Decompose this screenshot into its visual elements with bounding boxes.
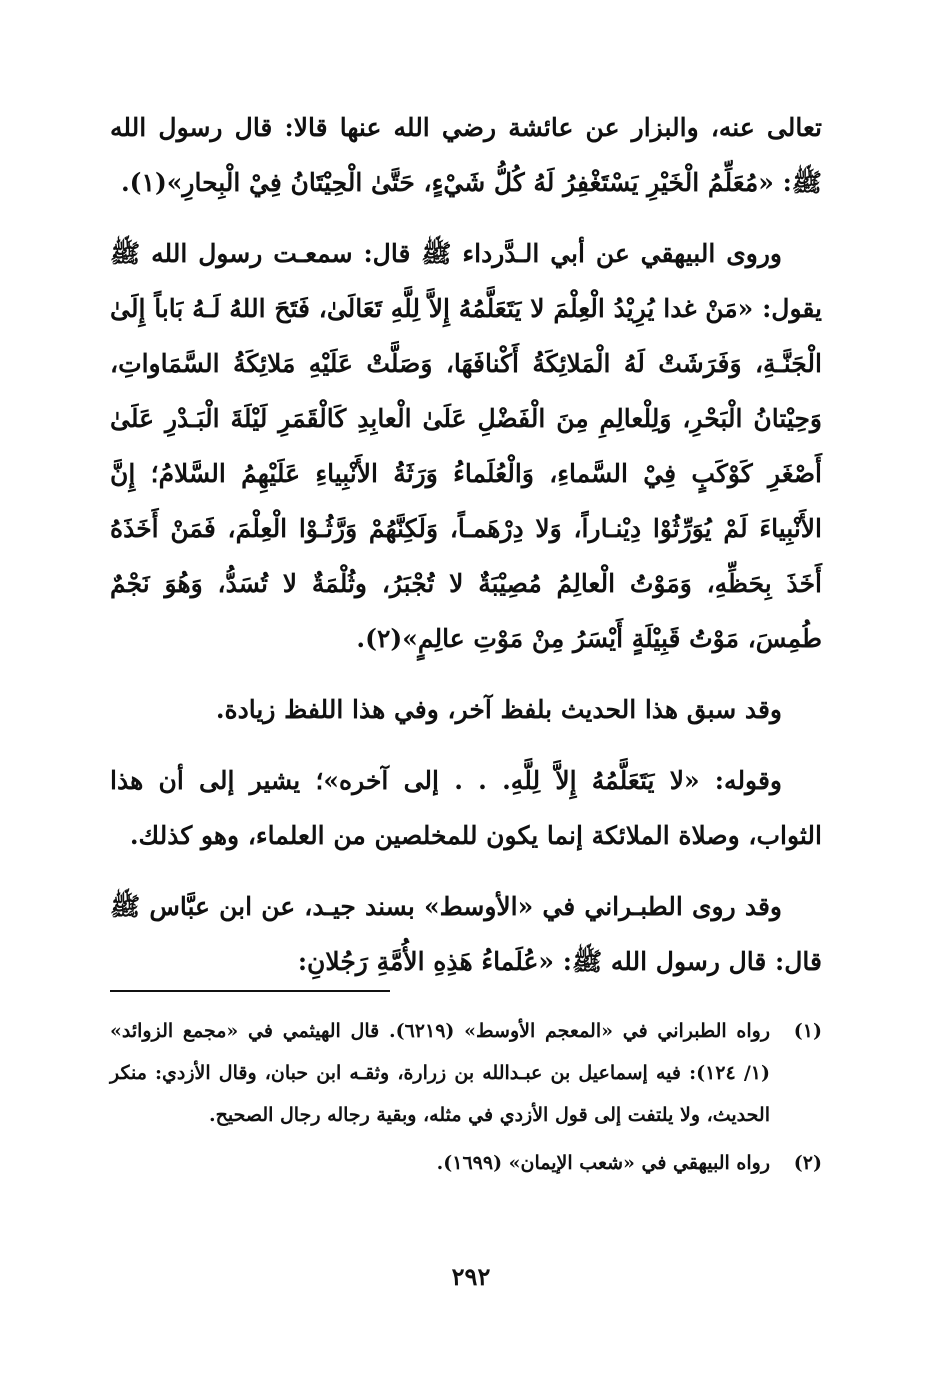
footnote-text: رواه البيهقي في «شعب الإيمان» (١٦٩٩). bbox=[436, 1152, 770, 1174]
footnote-text: رواه الطبراني في «المعجم الأوسط» (٦٢١٩). قال الهيثمي في «مجمع الزوائد» (١/ ١٢٤): فيه إسماعيل بن عبـدالله بن زرارة، وثقـه ابن حبان، وقال الأزدي: منكر الحديث، ولا يلتفت إلى قول الأزدي في مثله، وبقية رجاله رجال الصحيح. bbox=[110, 1020, 771, 1126]
paragraph-1: تعالى عنه، والبزار عن عائشة رضي الله عنها قالا: قال رسول الله ﷺ: «مُعَلِّمُ الْخَيْرِ يَسْتَغْفِرُ لَهُ كُلُّ شَيْءٍ، حَتَّىٰ الْحِيْتَانُ فِيْ الْبِحارِ»(١). bbox=[110, 113, 822, 197]
footnote-2 bbox=[110, 1142, 822, 1184]
paragraph-2: وروى البيهقي عن أبي الـدَّرداء ﷺ قال: سمعـت رسول الله ﷺ يقول: «مَنْ غدا يُرِيْدُ الْعِلْمَ لا يَتَعَلَّمُهُ إِلاَّ لِلَّهِ تَعَالَىٰ، فَتَحَ اللهُ لَـهُ بَاباً إِلَىٰ الْجَنَّـةِ، وَفَرَشَتْ لَهُ الْمَلائِكَةُ أَكْنافَهَا، وَصَلَّتْ عَلَيْهِ مَلائِكَةُ السَّمَاواتِ، وَحِيْتانُ الْبَحْرِ، وَلِلْعالِمِ مِنَ الْفَضْلِ عَلَىٰ الْعابِدِ كَالْقَمَرِ لَيْلَةَ الْبَـدْرِ عَلَىٰ أَصْغَرِ كَوْكَبٍ فِيْ السَّماءِ، وَالْعُلَماءُ وَرَثَةُ الأَنْبِياءِ عَلَيْهِمُ السَّلامُ؛ إِنَّ الأَنْبِياءَ لَمْ يُوَرِّثُوْا دِيْنـاراً، وَلا دِرْهَمـاً، وَلَكِنَّهُمْ وَرَّثُـوْا الْعِلْمَ، فَمَنْ أَخَذَهُ أَخَذَ بِحَظِّهِ، وَمَوْتُ الْعالِمُ مُصِيْبَةٌ لا تُجْبَرُ، وثُلْمَةٌ لا تُسَدُّ، وَهُوَ نَجْمٌ طُمِسَ، مَوْتُ قَبِيْلَةٍ أَيْسَرُ مِنْ مَوْتِ عالِمٍ»(٢). bbox=[110, 239, 822, 653]
footnote-number: (١) bbox=[793, 1020, 822, 1042]
main-text bbox=[110, 100, 822, 1005]
footnote-separator bbox=[110, 990, 390, 992]
paragraph-4: وقوله: «لا يَتَعَلَّمُهُ إِلاَّ لِلَّهِ. . . إلى آخره»؛ يشير إلى أن هذا الثواب، وصلاة الملائكة إنما يكون للمخلصين من العلماء، وهو كذلك. bbox=[110, 766, 822, 850]
footnotes bbox=[110, 1010, 822, 1190]
paragraph-3: وقد سبق هذا الحديث بلفظ آخر، وفي هذا اللفظ زيادة. bbox=[215, 695, 782, 724]
footnote-1 bbox=[110, 1010, 822, 1136]
paragraph-5: وقد روى الطبـراني في «الأوسط» بسند جيـد، عن ابن عبَّاس ﷺ قال: قال رسول الله ﷺ: «عُلَماءُ هَذِهِ الأُمَّةِ رَجُلانِ: bbox=[110, 892, 822, 976]
footnote-number: (٢) bbox=[793, 1152, 822, 1174]
page-number: ٢٩٢ bbox=[451, 1262, 491, 1291]
